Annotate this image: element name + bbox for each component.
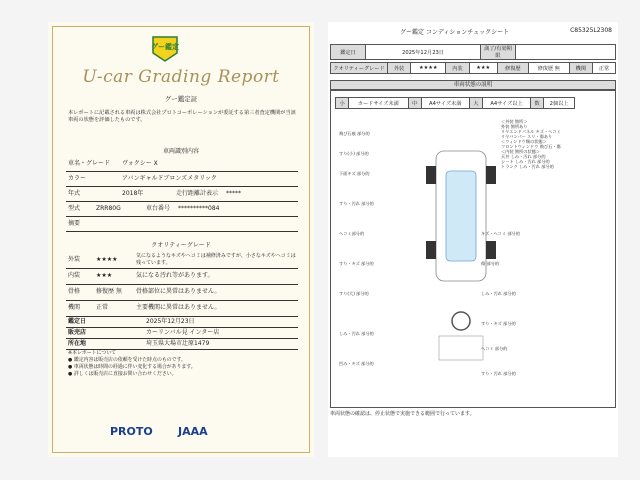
grade-table <box>330 62 616 74</box>
frame-grade: 修復歴 無 <box>96 288 122 295</box>
checksheet-header <box>330 27 616 39</box>
address-label: 所在地 <box>68 340 87 347</box>
checksheet-footer: 車両状態の確認は、停止状態で実施できる範囲で行っています。 <box>330 411 475 417</box>
ext-value: ★★★★ <box>411 63 446 74</box>
int-value: ★★★ <box>469 63 497 74</box>
part-label: 下面キズ 部分的 <box>339 171 370 176</box>
year-label: 年式 <box>68 190 81 197</box>
frame-label: 骨格 <box>68 288 81 295</box>
size-large-desc: A4サイズ以上 <box>482 98 530 109</box>
size-count: 数 <box>531 98 544 109</box>
name-value: ヴォクシー X <box>122 160 158 167</box>
note-line: ● 鑑定内容は販売店の依頼を受けた時点のものです。 <box>68 357 186 363</box>
shop-value: カーリンバル見 インター店 <box>146 329 220 336</box>
remarks-label: 摘要 <box>68 220 81 227</box>
quality-frame <box>66 284 298 301</box>
note-line: ※本レポートについて <box>68 350 117 356</box>
row-year <box>66 186 298 202</box>
vin-label: 車台番号 <box>146 205 171 212</box>
part-label: しみ・汚れ 部分的 <box>339 331 374 336</box>
int-text: 気になる汚れ等があります。 <box>136 272 214 279</box>
grade-label: クオリティーグレード <box>331 63 388 74</box>
proto-logo: PROTO <box>110 425 153 438</box>
vin-value: **********084 <box>178 205 220 212</box>
legend-block: ＜外装 箇所＞ 外装 箇所あり リヤエンドパネル キズ・ヘコミ リヤバンパー スリ・傷あり ＜ウィンドウ類の状態＞ フロントウィンドウ 飛び石・傷 ＜内装 箇所の状態＞ 天井 しみ・汚れ 部分的 シート しみ・汚れ 部分的 トランク しみ・汚れ 部分的 <box>501 119 561 169</box>
int-label: 内装 <box>68 272 81 279</box>
year-value: 2018年 <box>122 190 144 197</box>
part-label: すり・キズ 部分的 <box>481 321 516 326</box>
engine-text: 主要機関に異常はありません。 <box>136 304 221 311</box>
checksheet-title: グー鑑定 コンディションチェックシート <box>400 29 510 36</box>
checksheet-code: C85325L2308 <box>570 27 612 34</box>
name-label: 車名・グレード <box>68 160 111 167</box>
ext-stars: ★★★★ <box>96 256 118 263</box>
jaaa-logo: JAAA <box>178 425 208 438</box>
note-line: ● 車両状態は時間の経過に伴い変化する場合があります。 <box>68 364 196 370</box>
part-label: すり(大) 部分的 <box>339 291 369 296</box>
frame-value: 修復歴 無 <box>528 63 569 74</box>
expiry-value <box>516 45 616 60</box>
vehicle-section-heading: 車両識別内容 <box>162 148 199 155</box>
date-value: 2025年12月23日 <box>366 45 481 60</box>
int-label: 内装 <box>446 63 469 74</box>
engine-label: 機関 <box>569 63 592 74</box>
date-table <box>330 44 616 60</box>
part-label: ヘコミ部分的 <box>339 231 365 236</box>
part-label: 凹み・キズ 部分的 <box>339 361 374 366</box>
row-type <box>66 201 298 217</box>
type-value: ZRR80G <box>96 205 121 212</box>
notes-block <box>68 350 298 378</box>
part-label: すり・汚れ 部分的 <box>481 371 516 376</box>
certificate-title: U-car Grading Report <box>82 67 280 87</box>
part-label: キズ・ヘコミ 部分的 <box>481 231 520 236</box>
quality-ext <box>66 252 298 269</box>
quality-engine <box>66 300 298 317</box>
date-label: 鑑定日 <box>331 45 366 60</box>
part-label: 飛び石痕 部分的 <box>339 131 370 136</box>
badge-icon <box>150 33 180 63</box>
badge-text: グー鑑定 <box>151 43 179 51</box>
engine-value: 正常 <box>592 63 615 74</box>
part-label: すり・キズ 部分的 <box>339 261 374 266</box>
note-line: ● 詳しくは販売店に直接お問い合わせください。 <box>68 371 177 377</box>
date-value: 2025年12月23日 <box>146 318 195 325</box>
quality-int <box>66 268 298 285</box>
size-medium-desc: A4サイズ未満 <box>421 98 469 109</box>
mileage-value: ***** <box>226 190 241 197</box>
size-small-desc: カードサイズ未満 <box>349 98 408 109</box>
date-label: 鑑定日 <box>68 318 87 325</box>
int-stars: ★★★ <box>96 272 113 279</box>
part-label: 傷 部分的 <box>481 261 500 266</box>
quality-section-heading: クオリティーグレード <box>151 242 211 249</box>
frame-label: 修復歴 <box>497 63 528 74</box>
row-color <box>66 171 298 187</box>
part-label: ヘコミ 部分的 <box>481 346 508 351</box>
color-label: カラー <box>68 175 87 182</box>
ext-text: 気になるようなキズやヘコミは補修済みですが、小さなキズやヘコミは残っています。 <box>136 253 296 266</box>
mileage-label: 走行距離計表示 <box>176 190 219 197</box>
condition-diagram <box>330 90 616 408</box>
condition-heading: 車両状態の説明 <box>330 80 616 90</box>
ext-label: 外装 <box>388 63 411 74</box>
shop-label: 販売店 <box>68 329 87 336</box>
part-label: しみ・汚れ 部分的 <box>481 291 516 296</box>
address-value: 埼玉県大場市辻原1479 <box>146 340 210 347</box>
part-label: すり(小) 部分的 <box>339 151 369 156</box>
logos <box>110 425 260 441</box>
row-name <box>66 156 298 172</box>
engine-grade: 正常 <box>96 304 109 311</box>
certificate-subtitle: グー鑑定証 <box>164 95 198 103</box>
size-legend <box>335 97 575 109</box>
engine-label: 機関 <box>68 304 81 311</box>
type-label: 型式 <box>68 205 81 212</box>
size-count-desc: 2個以上 <box>544 98 575 109</box>
size-small: 小 <box>336 98 349 109</box>
certificate-intro: 本レポートに記載される車両は株式会社プロトコーポレーションが委託する第三者査定機関が当該車両の状態を評価したものです。 <box>68 110 296 124</box>
row-remarks <box>66 216 298 232</box>
color-value: アバンギャルドブロンズメタリック <box>122 175 217 182</box>
size-large: 大 <box>469 98 482 109</box>
expiry-label: 満了/有効期限 <box>481 45 516 60</box>
size-medium: 中 <box>408 98 421 109</box>
part-label: すり・汚れ 部分的 <box>339 201 374 206</box>
ext-label: 外装 <box>68 256 81 263</box>
frame-text: 骨格部位に異常はありません。 <box>136 288 221 295</box>
row-address <box>66 338 298 350</box>
